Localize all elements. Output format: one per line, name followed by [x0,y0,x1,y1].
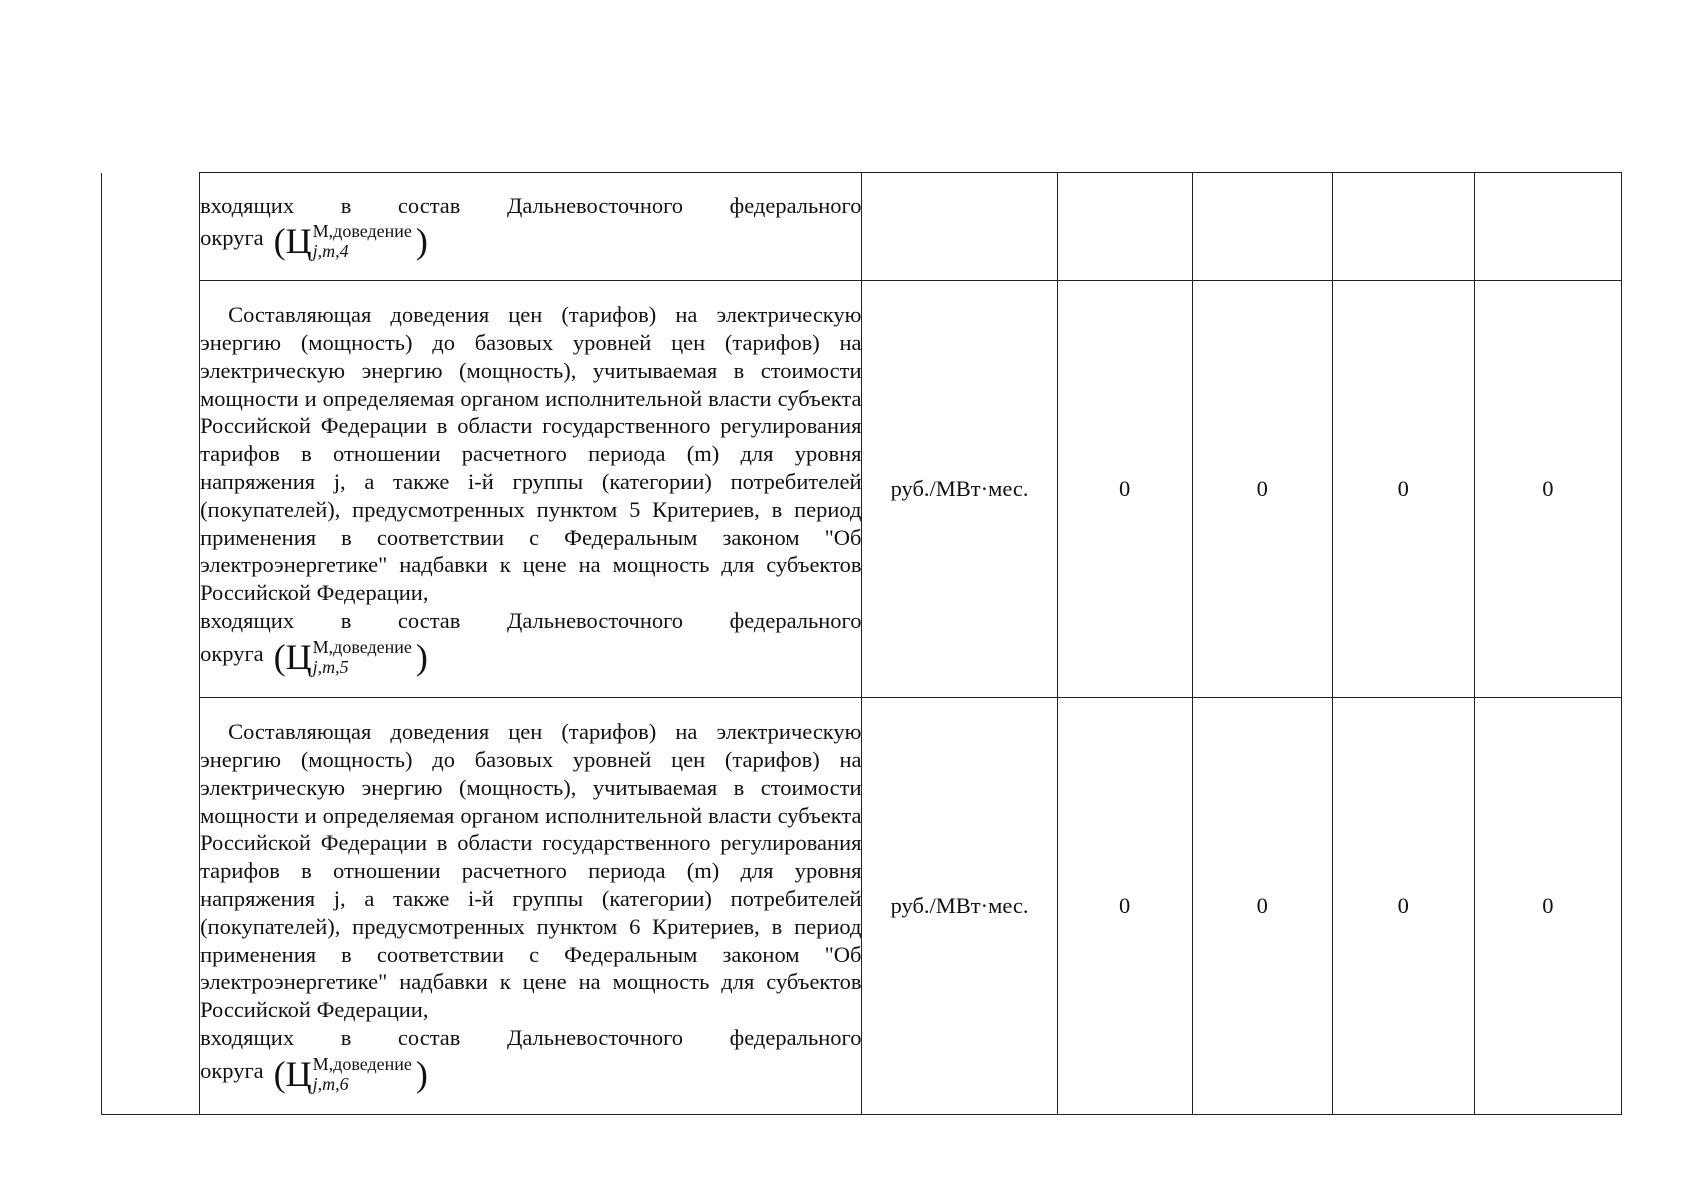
description-cell [200,698,862,1115]
okrug-word: округа [200,1057,264,1083]
formula-superscript: М,доведение [312,636,412,657]
okrug-word: округа [200,640,264,666]
formula-subscript: j,m,4 [312,241,349,262]
unit-cell: руб./МВт·мес. [862,698,1057,1115]
value-cell [1192,173,1332,281]
okrug-word: округа [200,225,264,251]
value-cell [1474,173,1621,281]
description-cell [200,173,862,281]
formula-superscript: М,доведение [312,1053,412,1074]
description-text: Составляющая доведения цен (тарифов) на электрическую энергию (мощность) до базовых уровней цен (тарифов) на электрическую энергию (мощность), учитываемая в стоимости мощности и определяемая органом исполнительной власти субъекта Российской Федерации в области государственного регулирования тарифов в отношении расчетного периода (m) для уровня напряжения j, а также i-й группы (категории) потребителей (покупателей), предусмотренных пунктом 6 Критериев, в период применения в соответствии с Федеральным законом "Об электроэнергетике" надбавки к цене на мощность для субъектов Российской Федерации, [200,719,862,1023]
description-text: Составляющая доведения цен (тарифов) на электрическую энергию (мощность) до базовых уровней цен (тарифов) на электрическую энергию (мощность), учитываемая в стоимости мощности и определяемая органом исполнительной власти субъекта Российской Федерации в области государственного регулирования тарифов в отношении расчетного периода (m) для уровня напряжения j, а также i-й группы (категории) потребителей (покупателей), предусмотренных пунктом 5 Критериев, в период применения в соответствии с Федеральным законом "Об электроэнергетике" надбавки к цене на мощность для субъектов Российской Федерации, [200,302,862,606]
description-tail [200,1054,861,1094]
row-number-cell [102,281,200,698]
formula-symbol: ( Ц М,доведение j,m,6 ) [273,1053,428,1094]
formula-subscript: j,m,6 [312,1073,349,1094]
description-tail [200,637,861,677]
unit-cell: руб./МВт·мес. [862,281,1057,698]
row-number-cell [102,698,200,1115]
table-row [102,281,1622,698]
value-cell [1057,173,1192,281]
formula-subscript: j,m,5 [312,656,349,677]
formula-symbol: ( Ц М,доведение j,m,5 ) [273,636,428,677]
value-cell: 0 [1192,698,1332,1115]
value-cell: 0 [1192,281,1332,698]
value-cell: 0 [1332,281,1474,698]
formula-letter: Ц [285,221,312,262]
description-cell [200,281,862,698]
unit-cell [862,173,1057,281]
row-number-cell [102,173,200,281]
value-cell: 0 [1332,698,1474,1115]
value-cell: 0 [1057,281,1192,698]
formula-letter: Ц [285,1053,312,1094]
value-cell: 0 [1474,281,1621,698]
description-last-line: входящих в состав Дальневосточного федерального [200,1024,862,1050]
value-cell: 0 [1057,698,1192,1115]
formula-letter: Ц [285,636,312,677]
formula-superscript: М,доведение [312,221,412,242]
description-tail [200,221,861,261]
table-row [102,698,1622,1115]
value-cell: 0 [1474,698,1621,1115]
formula-symbol: ( Ц М,доведение j,m,4 ) [273,221,428,262]
description-last-line: входящих в состав Дальневосточного федерального [200,607,862,633]
table-row [102,173,1622,281]
value-cell [1332,173,1474,281]
description-last-line: входящих в состав Дальневосточного федерального [200,192,862,218]
tariff-table [101,172,1622,1115]
